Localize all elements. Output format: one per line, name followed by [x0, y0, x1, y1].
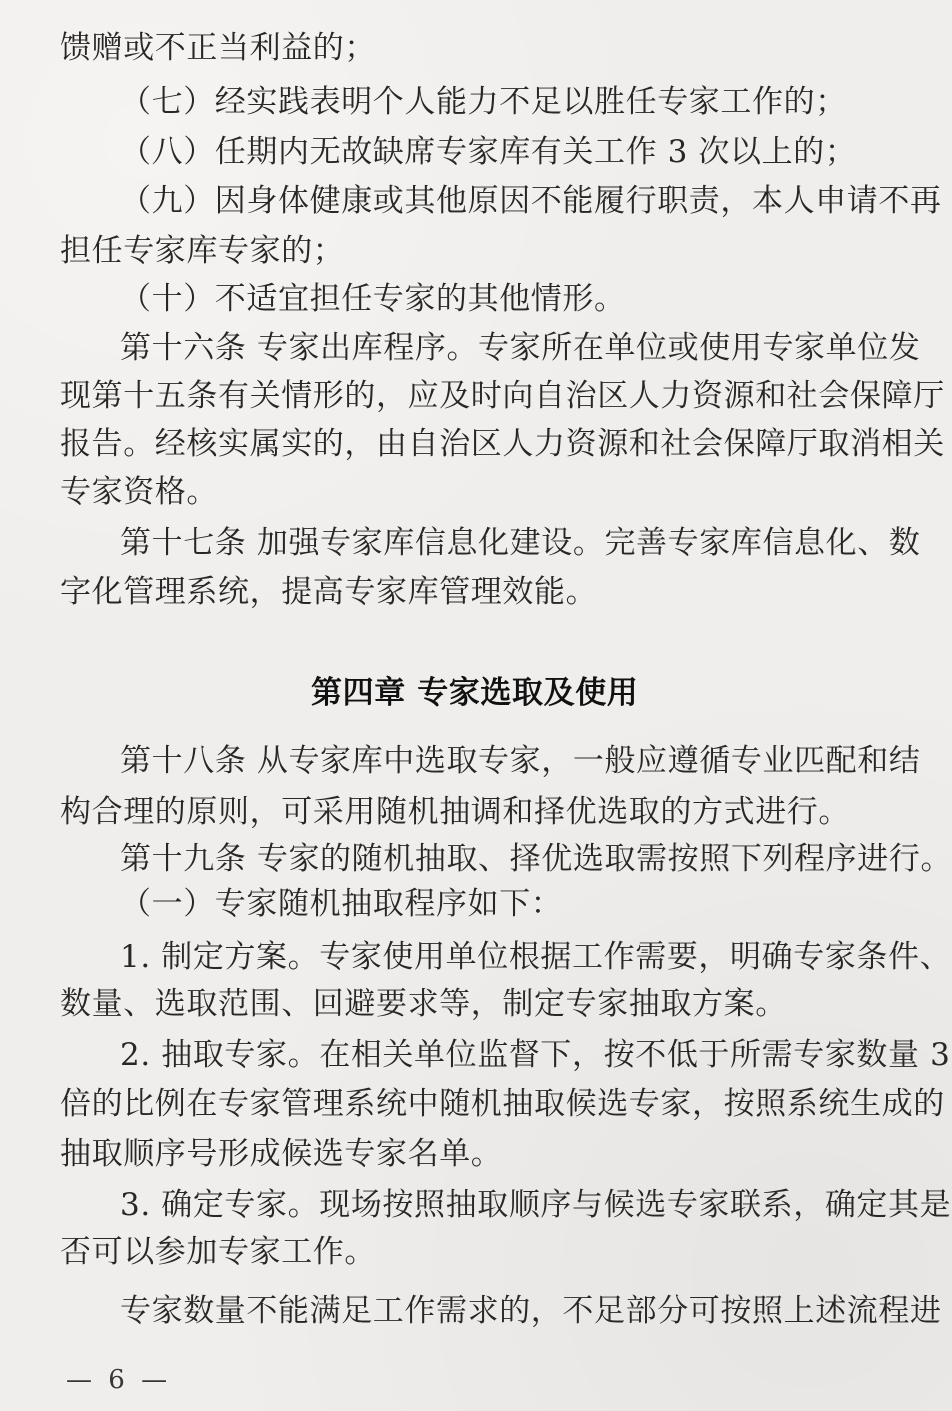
- step-2-line-1: 2. 抽取专家。在相关单位监督下，按不低于所需专家数量 3: [120, 1037, 951, 1073]
- body-line-3: （八）任期内无故缺席专家库有关工作 3 次以上的；: [120, 134, 857, 170]
- article-19-line-1: 第十九条 专家的随机抽取、择优选取需按照下列程序进行。: [120, 841, 952, 877]
- chapter-heading: 第四章 专家选取及使用: [311, 675, 639, 711]
- article-16-line-3: 报告。经核实属实的，由自治区人力资源和社会保障厅取消相关: [60, 426, 945, 462]
- body-line-5: 担任专家库专家的；: [60, 233, 345, 269]
- article-17-line-2: 字化管理系统，提高专家库管理效能。: [60, 574, 598, 610]
- step-3-line-2: 否可以参加专家工作。: [60, 1234, 376, 1270]
- step-1-line-2: 数量、选取范围、回避要求等，制定专家抽取方案。: [60, 986, 787, 1022]
- body-line-2: （七）经实践表明个人能力不足以胜任专家工作的；: [120, 84, 847, 120]
- body-line-4: （九）因身体健康或其他原因不能履行职责，本人申请不再: [120, 183, 942, 219]
- article-18-line-2: 构合理的原则，可采用随机抽调和择优选取的方式进行。: [60, 794, 850, 830]
- article-17-line-1: 第十七条 加强专家库信息化建设。完善专家库信息化、数: [120, 525, 921, 561]
- step-3-line-1: 3. 确定专家。现场按照抽取顺序与候选专家联系，确定其是: [120, 1187, 952, 1223]
- step-2-line-2: 倍的比例在专家管理系统中随机抽取候选专家，按照系统生成的: [60, 1086, 945, 1122]
- article-16-line-1: 第十六条 专家出库程序。专家所在单位或使用专家单位发: [120, 330, 921, 366]
- step-1-line-1: 1. 制定方案。专家使用单位根据工作需要，明确专家条件、: [120, 939, 952, 975]
- article-16-line-4: 专家资格。: [60, 474, 218, 510]
- closing-line: 专家数量不能满足工作需求的，不足部分可按照上述流程进: [120, 1293, 942, 1329]
- body-line-1: 馈赠或不正当利益的；: [60, 30, 376, 66]
- step-2-line-3: 抽取顺序号形成候选专家名单。: [60, 1136, 503, 1172]
- article-18-line-1: 第十八条 从专家库中选取专家，一般应遵循专业匹配和结: [120, 743, 921, 779]
- body-line-6: （十）不适宜担任专家的其他情形。: [120, 281, 626, 317]
- article-16-line-2: 现第十五条有关情形的，应及时向自治区人力资源和社会保障厅: [60, 378, 945, 414]
- page-number: — 6 —: [66, 1365, 172, 1395]
- article-19-line-2: （一）专家随机抽取程序如下：: [120, 886, 563, 922]
